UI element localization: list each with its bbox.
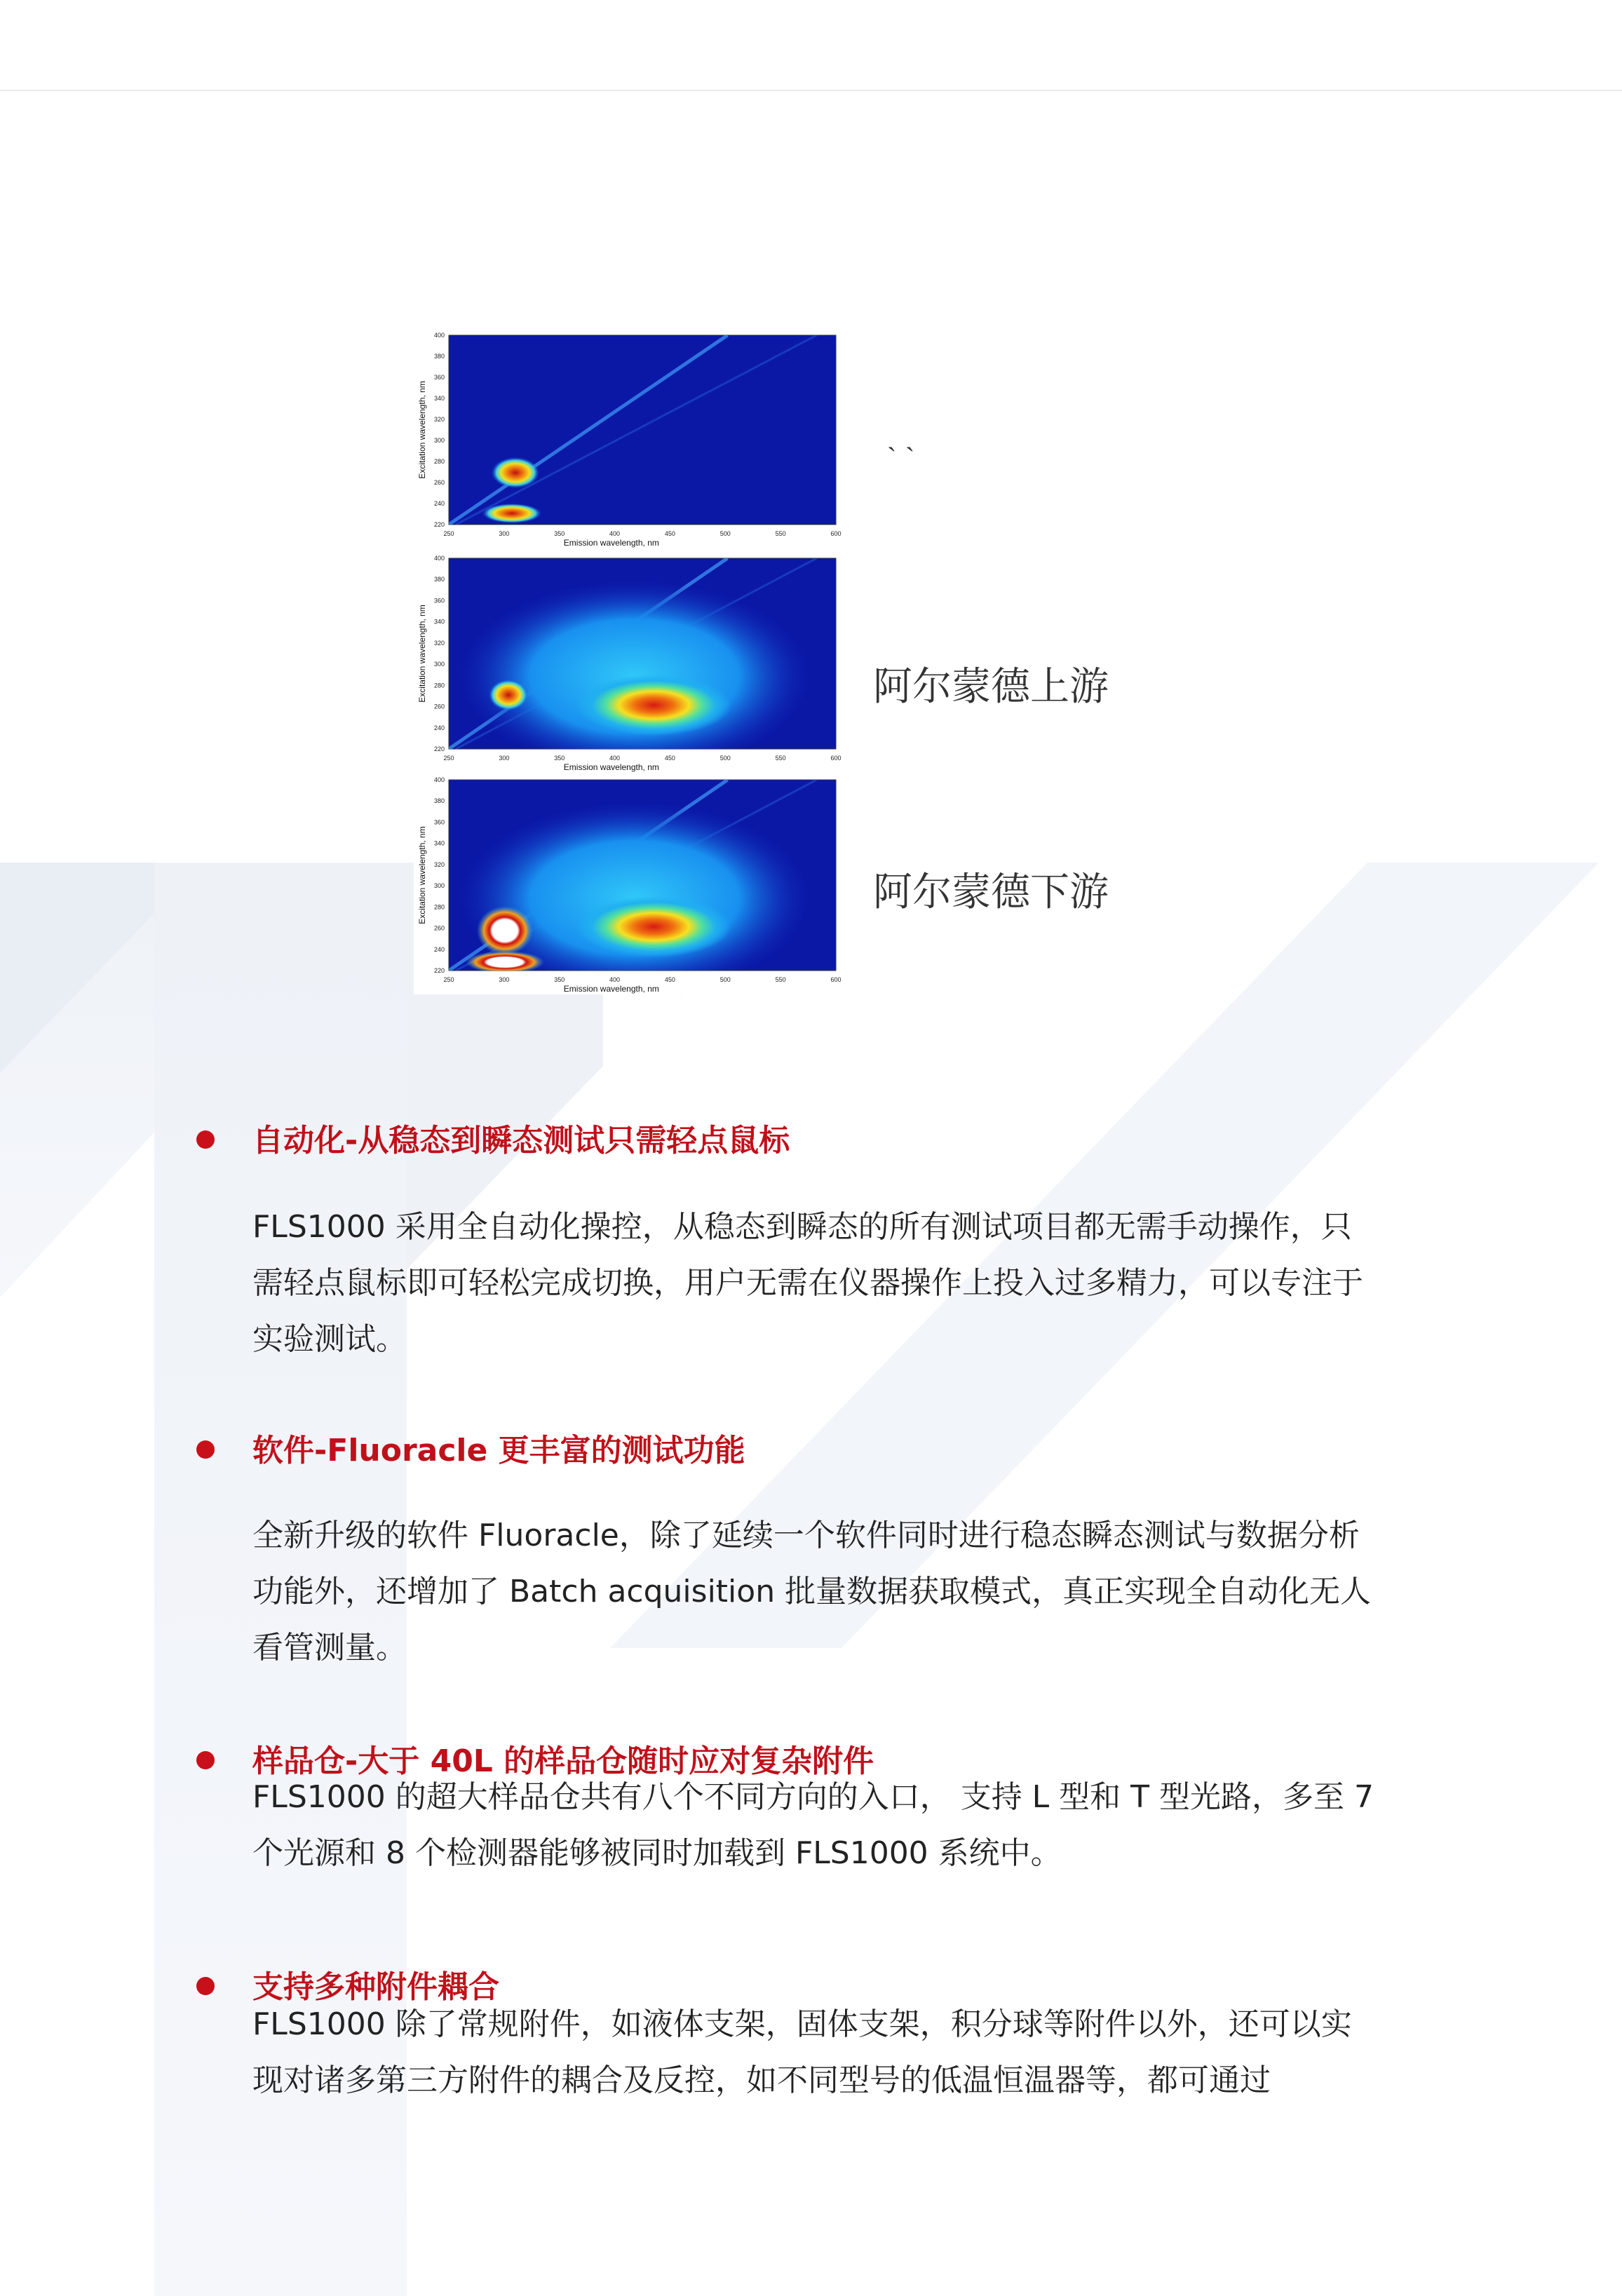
y-tick-label: 400 [433, 332, 445, 339]
x-axis-label: Emission wavelength, nm [563, 762, 659, 772]
section-heading: 软件-Fluoracle 更丰富的测试功能 [252, 1433, 745, 1468]
y-axis-label: Excitation wavelength, nm [417, 605, 427, 703]
eem-plots [0, 0, 1622, 1052]
y-tick-label: 340 [433, 839, 445, 847]
y-axis-label: Excitation wavelength, nm [417, 826, 427, 924]
x-tick-label: 600 [830, 976, 842, 983]
paragraph-line: 现对诸多第三方附件的耦合及反控，如不同型号的低温恒温器等，都可通过 [252, 2062, 1271, 2098]
bullet-icon [196, 1130, 215, 1149]
paragraph-line: FLS1000 除了常规附件，如液体支架，固体支架，积分球等附件以外，还可以实 [252, 2006, 1352, 2042]
x-tick-label: 350 [554, 530, 565, 537]
y-tick-label: 380 [433, 353, 445, 360]
paragraph-line: FLS1000 采用全自动化操控，从稳态到瞬态的所有测试项目都无需手动操作，只 [252, 1209, 1352, 1245]
y-axis-label: Excitation wavelength, nm [417, 381, 427, 479]
x-tick-label: 350 [554, 976, 565, 983]
bullet-icon [196, 1440, 215, 1459]
x-tick-label: 300 [499, 976, 510, 983]
paragraph-line: 实验测试。 [252, 1321, 407, 1357]
paragraph-line: 全新升级的软件 Fluoracle，除了延续一个软件同时进行稳态瞬态测试与数据分析 [252, 1518, 1360, 1553]
peak-spot [492, 457, 539, 488]
y-tick-label: 400 [433, 776, 445, 783]
x-tick-label: 450 [664, 755, 675, 762]
peak-spot [576, 896, 731, 957]
x-axis-label: Emission wavelength, nm [563, 538, 659, 548]
peak-spot [482, 504, 541, 523]
panel-2-caption: 阿尔蒙德上游 [873, 664, 1109, 710]
y-tick-label: 320 [433, 860, 445, 868]
y-tick-label: 280 [433, 682, 445, 689]
paragraph-line: FLS1000 的超大样品仓共有八个不同方向的入口， 支持 L 型和 T 型光路，多至 7 [252, 1779, 1374, 1815]
y-tick-label: 300 [433, 882, 445, 890]
y-tick-label: 360 [433, 818, 445, 826]
x-tick-label: 450 [664, 976, 675, 983]
y-tick-label: 220 [433, 967, 445, 974]
y-tick-label: 260 [433, 924, 445, 932]
bullet-icon [196, 1977, 215, 1995]
y-tick-label: 280 [433, 903, 445, 911]
y-tick-label: 400 [433, 555, 445, 562]
saturated-spot [466, 951, 544, 973]
y-tick-label: 240 [433, 945, 445, 953]
y-tick-label: 340 [433, 395, 445, 402]
x-tick-label: 550 [775, 755, 786, 762]
peak-spot [489, 680, 528, 710]
y-tick-label: 220 [433, 521, 445, 528]
peak-spot [576, 675, 731, 736]
y-tick-label: 360 [433, 374, 445, 381]
x-tick-label: 400 [609, 976, 621, 983]
y-tick-label: 280 [433, 458, 445, 465]
paragraph-line: 功能外，还增加了 Batch acquisition 批量数据获取模式，真正实现全自动化无人 [252, 1574, 1372, 1609]
y-tick-label: 360 [433, 597, 445, 605]
section-heading: 样品仓-大于 40L 的样品仓随时应对复杂附件 [252, 1743, 874, 1779]
x-tick-label: 550 [775, 530, 786, 537]
paragraph-line: 看管测量。 [252, 1630, 407, 1666]
y-tick-label: 260 [433, 479, 445, 486]
x-tick-label: 400 [609, 755, 621, 762]
eem-figure [0, 0, 1622, 1052]
y-tick-label: 380 [433, 576, 445, 583]
y-tick-label: 220 [433, 745, 445, 752]
y-tick-label: 240 [433, 724, 445, 731]
x-tick-label: 600 [830, 530, 842, 537]
x-tick-label: 500 [719, 755, 731, 762]
x-tick-label: 600 [830, 755, 842, 762]
x-tick-label: 250 [443, 976, 454, 983]
eem-panel-1 [414, 331, 850, 548]
y-tick-label: 340 [433, 618, 445, 626]
y-tick-label: 300 [433, 437, 445, 444]
x-tick-label: 400 [609, 530, 621, 537]
saturated-spot [477, 906, 533, 955]
eem-panel-3 [414, 776, 850, 994]
paragraph-line: 个光源和 8 个检测器能够被同时加载到 FLS1000 系统中。 [252, 1835, 1062, 1871]
x-tick-label: 450 [664, 530, 675, 537]
bullet-icon [196, 1751, 215, 1769]
paragraph-line: 需轻点鼠标即可轻松完成切换，用户无需在仪器操作上投入过多精力，可以专注于 [252, 1265, 1363, 1301]
x-axis-label: Emission wavelength, nm [563, 984, 659, 994]
x-tick-label: 300 [499, 530, 510, 537]
y-tick-label: 240 [433, 500, 445, 507]
heatmap-area [449, 335, 836, 525]
eem-panel-2 [414, 554, 850, 773]
x-tick-label: 300 [499, 755, 510, 762]
x-tick-label: 250 [443, 530, 454, 537]
y-tick-label: 260 [433, 703, 445, 710]
y-tick-label: 300 [433, 661, 445, 668]
x-tick-label: 350 [554, 755, 565, 762]
x-tick-label: 550 [775, 976, 786, 983]
section-paragraph [252, 1508, 1445, 1676]
x-tick-label: 250 [443, 755, 454, 762]
y-tick-label: 320 [433, 639, 445, 647]
section-paragraph [252, 1997, 1445, 2109]
section-paragraph [252, 1769, 1445, 1882]
x-tick-label: 500 [719, 976, 731, 983]
section-heading: 支持多种附件耦合 [252, 1969, 499, 2005]
section-heading: 自动化-从稳态到瞬态测试只需轻点鼠标 [252, 1123, 790, 1159]
panel-3-caption: 阿尔蒙德下游 [873, 870, 1109, 915]
y-tick-label: 320 [433, 416, 445, 423]
section-paragraph [252, 1199, 1445, 1368]
panel-1-caption: ˏ ˎ [887, 420, 915, 452]
y-tick-label: 380 [433, 797, 445, 805]
x-tick-label: 500 [719, 530, 731, 537]
